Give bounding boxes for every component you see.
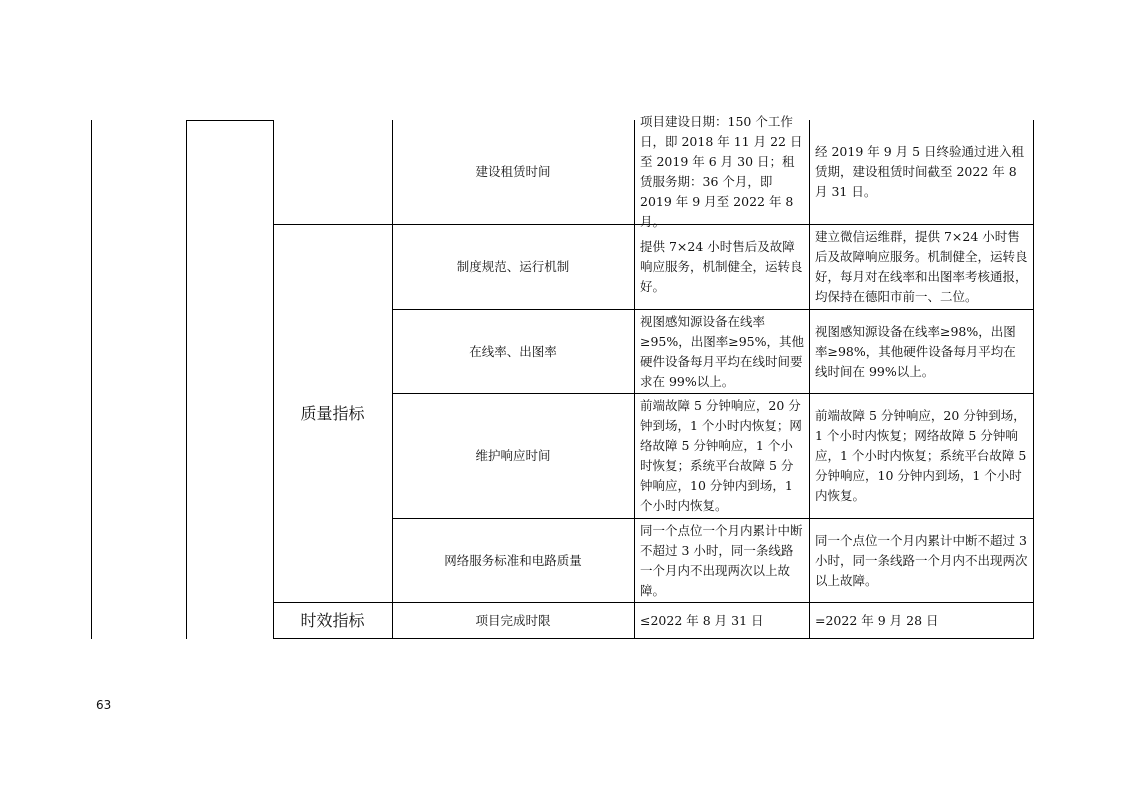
table-cell-indicator <box>392 120 634 224</box>
row-divider-bottom <box>273 638 1034 639</box>
table-cell-target <box>635 310 809 393</box>
target-value: 项目建设日期：150 个工作日，即 2018 年 11 月 22 日至 2019 年 6 月 30 日；租赁服务期：36 个月，即 2019 年 9 月至 2022 年 8 月。 <box>640 114 803 229</box>
page-number: 63 <box>96 698 112 712</box>
actual-value: 建立微信运维群，提供 7×24 小时售后及故障响应服务。机制健全，运转良好，每月对在线率和出图率考核通报，均保持在德阳市前一、二位。 <box>815 229 1028 304</box>
target-value: ≤2022 年 8 月 31 日 <box>640 612 764 628</box>
table-cell-indicator <box>392 394 634 518</box>
table-cell-actual <box>810 310 1033 393</box>
target-value: 提供 7×24 小时售后及故障响应服务，机制健全，运转良好。 <box>640 239 803 294</box>
category-label: 时效指标 <box>300 610 365 630</box>
actual-value: =2022 年 9 月 28 日 <box>815 612 939 628</box>
table-cell-actual <box>810 603 1033 638</box>
category-timeliness <box>273 603 392 638</box>
table-cell-indicator <box>392 603 634 638</box>
indicator-label: 建设租赁时间 <box>475 164 551 179</box>
table-cell-actual <box>810 519 1033 602</box>
table-cell-target <box>635 603 809 638</box>
table-border-right <box>1033 120 1034 639</box>
table-cell-target <box>635 114 809 229</box>
category-label: 质量指标 <box>300 403 365 423</box>
table-cell-target <box>635 225 809 309</box>
row-divider-top <box>186 120 274 121</box>
target-value: 视图感知源设备在线率≥95%，出图率≥95%，其他硬件设备每月平均在线时间要求在 99%以上。 <box>640 313 805 389</box>
table-cell-target <box>635 394 809 518</box>
indicator-label: 制度规范、运行机制 <box>456 259 570 274</box>
actual-value: 前端故障 5 分钟响应，20 分钟到场，1 个小时内恢复；网络故障 5 分钟响应，1 个小时内恢复；系统平台故障 5 分钟响应，10 分钟内到场，1 个小时内恢复。 <box>815 408 1027 503</box>
actual-value: 同一个点位一个月内累计中断不超过 3 小时，同一条线路一个月内不出现两次以上故障。 <box>815 532 1028 588</box>
indicator-label: 网络服务标准和电路质量 <box>444 552 582 568</box>
indicator-label: 项目完成时限 <box>475 612 551 628</box>
table-border-left-outer <box>91 120 92 639</box>
actual-value: 经 2019 年 9 月 5 日终验通过进入租赁期，建设租赁时间截至 2022 年 8 月 31 日。 <box>815 144 1025 199</box>
target-value: 前端故障 5 分钟响应，20 分钟到场，1 个小时内恢复；网络故障 5 分钟响应，1 个小时恢复；系统平台故障 5 分钟响应，10 分钟内到场，1 个小时内恢复。 <box>640 398 802 513</box>
table-cell-indicator <box>392 519 634 602</box>
category-quality <box>273 225 392 602</box>
table-cell-actual <box>810 225 1033 309</box>
actual-value: 视图感知源设备在线率≥98%，出图率≥98%，其他硬件设备每月平均在线时间在 99%以上。 <box>815 323 1016 379</box>
table-cell-indicator <box>392 225 634 309</box>
target-value: 同一个点位一个月内累计中断不超过 3 小时，同一条线路一个月内不出现两次以上故障。 <box>640 522 803 598</box>
indicator-label: 维护响应时间 <box>475 448 551 463</box>
table-border-left-inner <box>186 120 187 639</box>
table-cell-actual <box>810 394 1033 518</box>
indicator-label: 在线率、出图率 <box>469 343 557 359</box>
table-cell-actual <box>810 120 1033 224</box>
table-cell-target <box>635 519 809 602</box>
table-cell-indicator <box>392 310 634 393</box>
